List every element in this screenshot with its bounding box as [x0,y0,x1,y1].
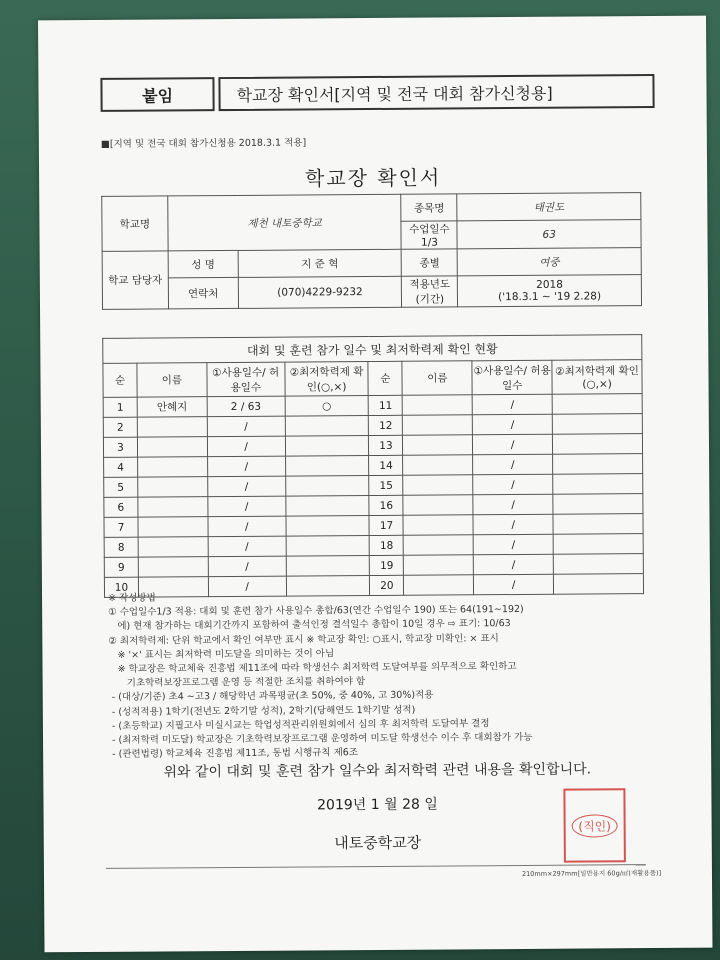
row-number: 5 [104,477,138,497]
used-days: / [208,516,286,537]
student-name [138,537,208,557]
used-days: / [208,556,286,577]
contact-value: (070)4229-9232 [238,276,402,308]
used-days: / [207,476,285,497]
row-number: 11 [369,395,403,415]
note-line: - (최저학력 미도달) 학교장은 기초학력보장프로그램 운영하여 미도달 학생선수 이수 후 대회참가 가능 [108,731,533,746]
min-academic-check [553,474,643,495]
row-number: 12 [369,415,403,435]
header-no: 순 [103,363,137,397]
header-days: ①사용일수/ 허용일수 [207,362,285,397]
reference-note: ■[지역 및 전국 대회 참가신청용 2018.3.1 적용] [100,137,307,150]
official-seal [563,788,626,862]
header-days-2: ①사용일수/ 허용일수 [472,360,552,395]
min-academic-check [553,574,643,595]
category-value: 여중 [457,248,641,276]
used-days: / [474,574,554,595]
row-number: 7 [104,517,138,537]
school-label: 학교명 [102,196,168,251]
student-name [403,395,473,415]
note-line: - (관련법령) 학교체육 진흥법 제11조, 동법 시행규칙 제6조 [109,747,359,761]
used-days: / [207,416,285,437]
header-no-2: 순 [368,361,402,395]
min-academic-check [553,454,643,475]
notes-section [108,589,533,762]
min-academic-check [552,414,642,435]
info-table [101,192,642,310]
row-number: 3 [103,437,137,457]
used-days: 2 / 63 [207,396,285,417]
min-academic-check [285,436,369,457]
category-label: 종별 [402,249,458,276]
class-days-label: 수업일수 1/3 [401,221,457,249]
note-line: ② 최저학력제: 단위 학교에서 확인 여부만 표시 ※ 학교장 확인: ○표시, 학교장 미확인: × 표시 [108,632,499,647]
school-value: 제천 내토중학교 [168,194,402,251]
student-name [403,415,473,435]
used-days: / [474,554,554,575]
page-title: 학교장 확인서 [304,165,442,191]
student-name [138,497,208,517]
row-number: 19 [370,555,404,575]
used-days: / [473,474,553,495]
document-paper [38,16,712,953]
row-number: 18 [370,535,404,555]
attachment-badge: 붙임 [100,77,214,112]
used-days: / [473,514,553,535]
seal-label: (직인) [571,814,618,837]
participation-table [102,334,644,598]
student-name [138,477,208,497]
contact-label: 연락처 [168,277,238,308]
used-days: / [473,494,553,515]
student-name: 안혜지 [137,397,207,417]
min-academic-check [553,514,643,535]
header-check: ②최저학력제 확인(○,×) [285,362,369,397]
header-name-2: 이름 [402,361,472,395]
min-academic-check [553,494,643,515]
student-name [138,517,208,537]
row-number: 20 [370,575,404,595]
row-number: 13 [369,435,403,455]
row-number: 16 [369,495,403,515]
confirmation-statement: 위와 같이 대회 및 훈련 참가 일수와 최저학력 관련 내용을 확인합니다. [163,761,592,781]
note-line: ※ 학교장은 학교체육 진흥법 제11조에 따라 학생선수 최저학력 도달여부를 의무적으로 확인하고 [108,661,517,675]
row-number: 4 [104,457,138,477]
event-value: 태권도 [457,193,641,221]
min-academic-check [286,536,370,557]
year-label: 적용년도 (기간) [402,276,458,307]
issue-date: 2019년 1 월 28 일 [317,796,438,814]
note-line: - (초등학교) 지필고사 미실시교는 학업성적관리위원회에서 심의 후 최저학력 도달여부 결정 [108,718,490,732]
min-academic-check [286,556,370,577]
row-number: 2 [103,417,137,437]
paper-spec-footer: 210mm×297mm[일반용지 60g/㎡(재활용품)] [521,869,662,878]
min-academic-check [552,394,642,415]
used-days: / [472,394,552,415]
student-name [403,435,473,455]
used-days: / [208,576,286,597]
document-header-title: 학교장 확인서[지역 및 전국 대회 참가신청용] [218,74,654,111]
student-name [403,515,473,535]
used-days: / [473,414,553,435]
student-name [137,437,207,457]
row-number: 10 [104,577,138,597]
used-days: / [473,434,553,455]
manager-label: 학교 담당자 [102,251,168,309]
student-name [403,475,473,495]
row-number: 6 [104,497,138,517]
student-name [138,557,208,577]
principal-signature: 내토중학교장 [334,833,422,853]
name-label: 성 명 [168,250,238,277]
note-line: ※ 작성방법 [108,592,156,604]
used-days: / [473,454,553,475]
min-academic-check [285,496,369,517]
used-days: / [207,436,285,457]
table-title: 대회 및 훈련 참가 일수 및 최저학력제 확인 현황 [103,335,642,364]
row-number: 1 [103,397,137,417]
header-check-2: ②최저학력제 확인(○,×) [552,360,642,395]
class-days-value: 63 [457,220,641,249]
row-number: 9 [104,557,138,577]
note-line: ① 수업일수1/3 적용: 대회 및 훈련 참가 사용일수 총합/63(연간 수업일수 190) 또는 64(191~192) [108,604,524,619]
student-name [403,455,473,475]
year-cell [458,275,642,307]
note-line: - (대상/기준) 초4 ~고3 / 해당학년 과목평균(초 50%, 중 40%, 고 30%)적용 [108,690,434,704]
used-days: / [208,496,286,517]
row-number: 15 [369,475,403,495]
min-academic-check [553,554,643,575]
note-line: 기초학력보장프로그램 운영 등 적절한 조치를 취하여야 함 [108,676,366,690]
student-name [404,535,474,555]
header-name: 이름 [137,363,207,397]
year-value: 2018 [536,278,563,291]
min-academic-check [285,416,369,437]
student-name [403,495,473,515]
note-line: - (성적적용) 1학기(전년도 2학기말 성적), 2학기(당해연도 1학기말 성적) [108,704,416,718]
year-period: ('18.3.1 ~ '19 2.28) [498,290,602,304]
min-academic-check [553,534,643,555]
student-name [137,457,207,477]
min-academic-check [552,434,642,455]
used-days: / [208,536,286,557]
row-number: 17 [369,515,403,535]
row-number: 8 [104,537,138,557]
used-days: / [473,534,553,555]
min-academic-check [286,516,370,537]
note-line: ※ '×' 표시는 최저학력 미도달을 의미하는 것이 아님 [108,648,335,661]
min-academic-check: ○ [285,396,369,417]
used-days: / [207,456,285,477]
row-number: 14 [369,455,403,475]
student-name [137,417,207,437]
name-value: 지 준 혁 [238,249,402,277]
min-academic-check [285,456,369,477]
min-academic-check [285,476,369,497]
student-name [404,555,474,575]
event-label: 종목명 [401,194,457,221]
note-line: 에) 현재 참가하는 대회기간까지 포함하여 출석인정 결석일수 총합이 10일 경우 ⇨ 표기: 10/63 [108,618,511,633]
